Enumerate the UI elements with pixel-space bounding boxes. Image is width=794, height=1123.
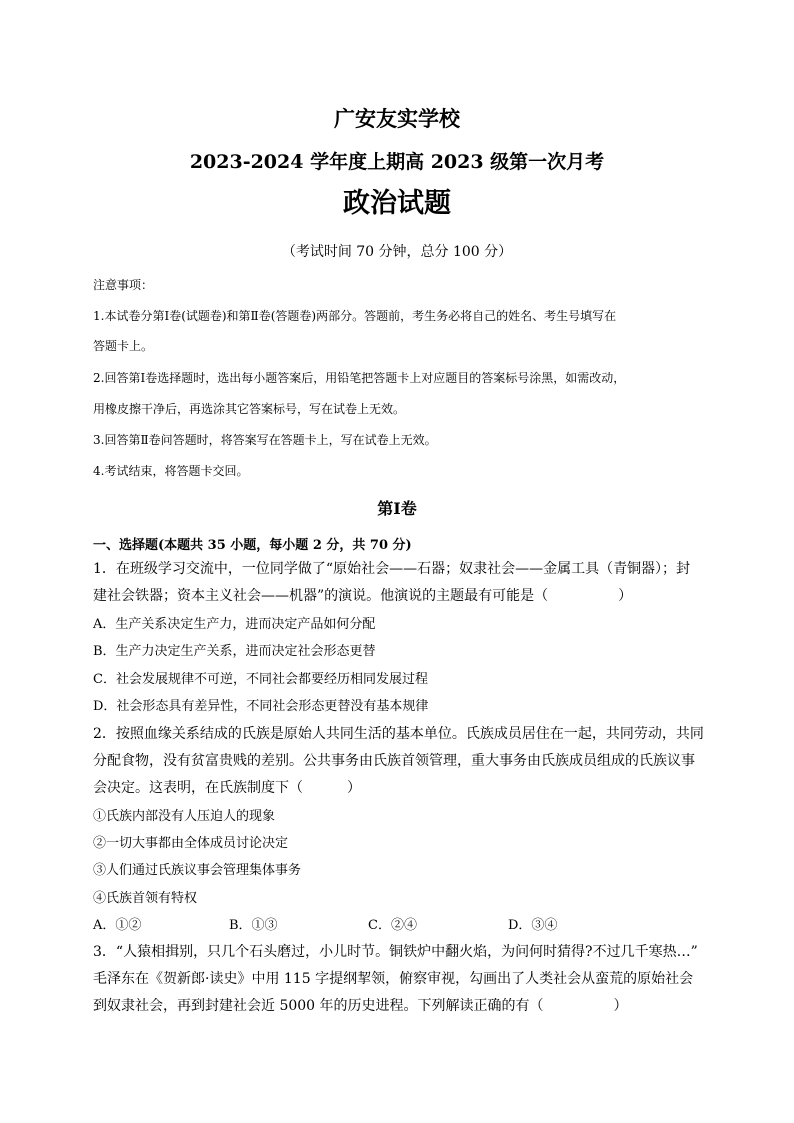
exam-info: （考试时间 70 分钟，总分 100 分） [281,244,513,260]
note-1-line-1: 1.本试卷分第Ⅰ卷(试题卷)和第Ⅱ卷(答题卷)两部分。答题前，考生务必将自己的姓名、考生号填写在 [93,309,617,323]
part-title: 一、选择题(本题共 35 小题，每小题 2 分，共 70 分) [93,538,412,553]
q3-stem-line-3: 到奴隶社会，再到封建社会近 5000 年的历史进程。下列解读正确的有（ ） [93,998,628,1014]
q2-statement-2: ②一切大事都由全体成员讨论决定 [93,836,289,851]
exam-title: 2023-2024 学年度上期高 2023 级第一次月考 [189,151,605,173]
q2-stem-line-3: 会决定。这表明，在氏族制度下（ ） [93,780,361,796]
q2-statement-1: ①氏族内部没有人压迫人的现象 [93,809,276,824]
notes-heading: 注意事项： [93,278,154,292]
q2-stem-line-1: 2．按照血缘关系结成的氏族是原始人共同生活的基本单位。氏族成员居住在一起，共同劳动，共同 [93,726,704,742]
q1-option-b: B．生产力决定生产关系，进而决定社会形态更替 [93,644,376,659]
subject-title: 政治试题 [343,188,451,219]
q2-statement-4: ④氏族首领有特权 [93,891,198,906]
q2-stem-line-2: 分配食物，没有贫富贵贱的差别。公共事务由氏族首领管理，重大事务由氏族成员组成的氏族议事 [93,753,695,769]
section-title: 第Ⅰ卷 [377,499,417,518]
q3-stem-line-1: 3．“人猿相揖别，只几个石头磨过，小儿时节。铜铁炉中翻火焰，为问何时猜得?不过几千寒热…” [93,944,698,960]
note-3: 3.回答第Ⅱ卷问答题时，将答案写在答题卡上，写在试卷上无效。 [93,433,437,447]
q3-stem-line-2: 毛泽东在《贺新郎·读史》中用 115 字提纲挈领，俯察审视，勾画出了人类社会从蛮荒的原始社会 [93,971,694,987]
q2-option-c: C．②④ [368,918,417,933]
q1-option-c: C．社会发展规律不可逆，不同社会都要经历相同发展过程 [93,672,428,687]
q2-option-a: A．①② [93,918,142,933]
note-4: 4.考试结束，将答题卡交回。 [93,464,249,478]
q2-statement-3: ③人们通过氏族议事会管理集体事务 [93,863,302,878]
q1-stem-line-1: 1．在班级学习交流中，一位同学做了“原始社会——石器；奴隶社会——金属工具（青铜器）；封 [93,561,691,577]
q2-option-d: D．③④ [508,918,558,933]
note-2-line-2: 用橡皮擦干净后，再选涂其它答案标号，写在试卷上无效。 [93,402,406,416]
note-1-line-2: 答题卡上。 [93,339,154,353]
q1-option-d: D．社会形态具有差异性，不同社会形态更替没有基本规律 [93,699,429,714]
q1-option-a: A．生产关系决定生产力，进而决定产品如何分配 [93,617,376,632]
school-name: 广安友实学校 [334,106,460,131]
q1-stem-line-2: 建社会铁器；资本主义社会——机器”的演说。他演说的主题最有可能是（ ） [93,588,633,604]
note-2-line-1: 2.回答第Ⅰ卷选择题时，选出每小题答案后，用铅笔把答题卡上对应题目的答案标号涂黑，如需改动， [93,371,626,385]
q2-option-b: B．①③ [229,918,278,933]
